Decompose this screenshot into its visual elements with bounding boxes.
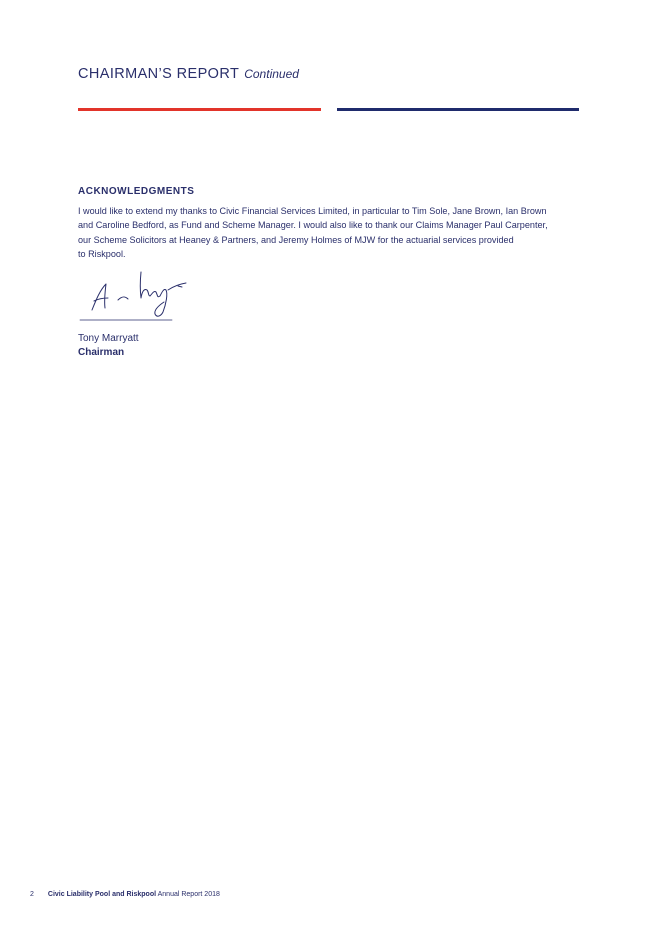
red-divider — [78, 108, 321, 111]
signatory-title: Chairman — [78, 347, 125, 358]
paragraph-line: and Caroline Bedford, as Fund and Scheme Manager. I would also like to thank our Claims Manager Paul Carpenter, — [78, 220, 548, 231]
report-title: CHAIRMAN’S REPORT — [78, 66, 240, 82]
signatory-name: Tony Marryatt — [78, 333, 139, 344]
navy-divider — [337, 108, 579, 111]
page-number: 2 — [30, 891, 34, 898]
paragraph-line: our Scheme Solicitors at Heaney & Partners, and Jeremy Holmes of MJW for the actuarial services provided — [78, 234, 514, 245]
acknowledgments-paragraph — [78, 204, 578, 261]
footer-report-name: Annual Report 2018 — [157, 891, 220, 898]
paragraph-line: I would like to extend my thanks to Civic Financial Services Limited, in particular to Tim Sole, Jane Brown, Ian Brown — [78, 206, 547, 216]
paragraph-line: to Riskpool. — [78, 248, 126, 259]
footer-organization: Civic Liability Pool and Riskpool — [47, 891, 157, 898]
continued-label: Continued — [244, 67, 299, 81]
signature-image — [78, 268, 198, 324]
page-title — [78, 66, 299, 82]
page-footer — [30, 891, 220, 898]
acknowledgments-heading: ACKNOWLEDGMENTS — [78, 186, 195, 197]
